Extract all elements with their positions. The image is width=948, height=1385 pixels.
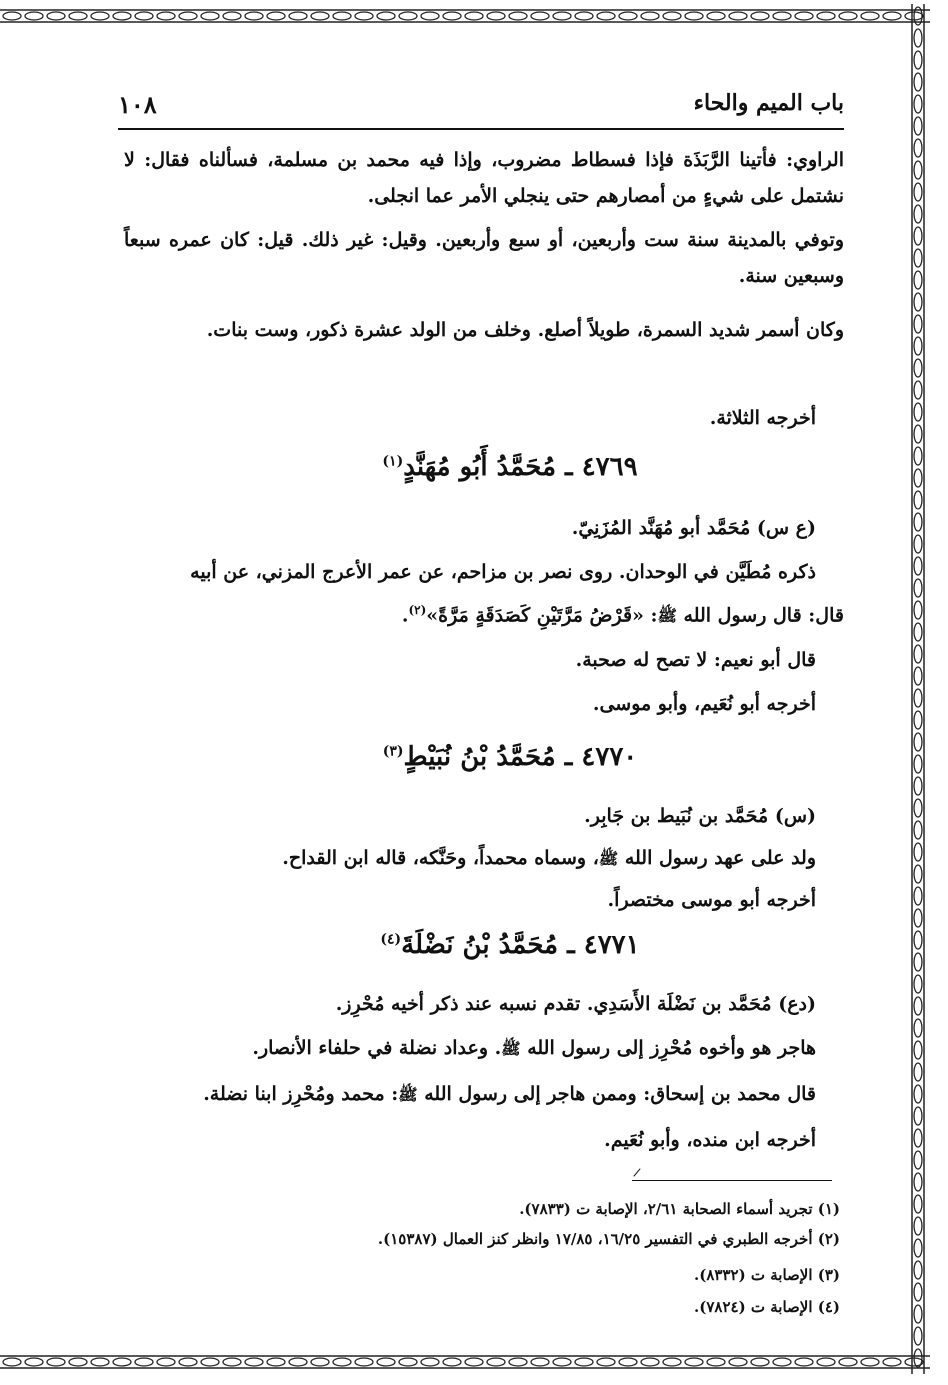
- entry-heading-4770: [380, 742, 640, 772]
- chain-link: [914, 1305, 922, 1323]
- chain-link: [333, 12, 351, 20]
- entry-heading-text: ٤٧٦٩ ـ مُحَمَّدُ أَبُو مُهَنَّدٍ: [403, 452, 638, 482]
- chain-link: [575, 12, 593, 20]
- chain-link: [914, 689, 922, 707]
- salutation-glyph: ﷺ: [398, 1085, 418, 1104]
- chain-link: [399, 1358, 417, 1366]
- chain-link: [663, 1358, 681, 1366]
- footnote-ref: (٤): [380, 931, 402, 948]
- chain-link: [69, 12, 87, 20]
- chain-link: [531, 12, 549, 20]
- chain-link: [729, 1358, 747, 1366]
- chain-link: [914, 1283, 922, 1301]
- decorative-border-right: [906, 4, 930, 1374]
- chain-link: [914, 645, 922, 663]
- chain-link: [914, 227, 922, 245]
- chain-link: [421, 1358, 439, 1366]
- chain-link: [914, 1239, 922, 1257]
- chain-link: [914, 997, 922, 1015]
- entry-4771-line-3: [203, 1076, 816, 1113]
- chain-link: [487, 12, 505, 20]
- chain-link: [465, 12, 483, 20]
- chain-link: [914, 1349, 922, 1367]
- chain-link: [914, 843, 922, 861]
- line-text-end: . وعداد نضلة في حلفاء الأنصار.: [252, 1037, 502, 1059]
- chain-link: [707, 1358, 725, 1366]
- chain-link: [914, 623, 922, 641]
- chain-link: [91, 12, 109, 20]
- chain-link: [914, 7, 922, 25]
- chain-link: [223, 12, 241, 20]
- entry-heading-text: ٤٧٧١ ـ مُحَمَّدُ بْنُ نَضْلَةَ: [401, 930, 640, 960]
- chain-link: [751, 1358, 769, 1366]
- salutation-glyph: ﷺ: [501, 1039, 521, 1058]
- chain-link: [179, 12, 197, 20]
- chain-link: [914, 1019, 922, 1037]
- chain-link: [311, 1358, 329, 1366]
- chain-link: [914, 557, 922, 575]
- entry-4769-line-1: (ع س) مُحَمَّد أبو مُهَنَّد المُزَنِيّ.: [571, 517, 816, 539]
- chain-link: [914, 293, 922, 311]
- chain-link: [795, 12, 813, 20]
- chain-link: [914, 975, 922, 993]
- chain-link: [531, 1358, 549, 1366]
- chain-link: [355, 1358, 373, 1366]
- chain-link: [861, 1358, 879, 1366]
- chain-link: [914, 51, 922, 69]
- entry-4769-line-4: قال أبو نعيم: لا تصح له صحبة.: [575, 649, 816, 671]
- entry-4769-line-5: أخرجه أبو نُعَيم، وأبو موسى.: [592, 693, 816, 715]
- hadith-quote: : «قَرْضُ مَرَّتَيْنِ كَصَدَقَةٍ مَرَّةً»: [426, 604, 658, 627]
- chain-link: [3, 12, 21, 20]
- footnote-separator: [632, 1180, 832, 1181]
- chain-link: [914, 513, 922, 531]
- chain-link: [914, 579, 922, 597]
- chain-link: [914, 1261, 922, 1279]
- footnote-ref: (٣): [382, 743, 404, 760]
- footnote-separator-mark: [633, 1168, 640, 1176]
- chain-link: [201, 12, 219, 20]
- chain-link: [914, 799, 922, 817]
- chain-link: [289, 12, 307, 20]
- chain-link: [333, 1358, 351, 1366]
- entry-heading-4771: [380, 930, 640, 960]
- chain-link: [465, 1358, 483, 1366]
- chain-link: [3, 1358, 21, 1366]
- chain-link: [914, 161, 922, 179]
- chain-link: [914, 1107, 922, 1125]
- entry-4769-line-2: ذكره مُطَيَّن في الوحدان. روى نصر بن مزاحم، عن عمر الأعرج المزني، عن أبيه: [190, 561, 816, 583]
- chain-link: [914, 953, 922, 971]
- chain-link: [773, 1358, 791, 1366]
- chain-link: [914, 425, 922, 443]
- chain-link: [914, 337, 922, 355]
- chain-link: [267, 1358, 285, 1366]
- chain-link: [914, 403, 922, 421]
- chain-link: [914, 1173, 922, 1191]
- chain-link: [179, 1358, 197, 1366]
- chain-link: [223, 1358, 241, 1366]
- footnote-1: (١) تجريد أسماء الصحابة ٢/٦١، الإصابة ت (٧٨٣٣).: [519, 1200, 840, 1218]
- salutation-glyph: ﷺ: [657, 606, 677, 626]
- chain-link: [914, 1217, 922, 1235]
- chain-link: [773, 12, 791, 20]
- chain-link: [201, 1358, 219, 1366]
- chain-link: [509, 12, 527, 20]
- intro-paragraph-3: وكان أسمر شديد السمرة، طويلاً أصلع. وخلف من الولد عشرة ذكور، وست بنات.: [206, 319, 844, 341]
- chain-link: [914, 315, 922, 333]
- chain-link: [817, 12, 835, 20]
- chain-link: [914, 447, 922, 465]
- chain-link: [135, 12, 153, 20]
- chain-link: [311, 12, 329, 20]
- chain-link: [914, 909, 922, 927]
- line-text: قال: قال رسول الله: [683, 604, 844, 627]
- chain-link: [91, 1358, 109, 1366]
- chain-link: [25, 1358, 43, 1366]
- chain-link: [157, 12, 175, 20]
- footnote-ref: (١): [382, 453, 404, 470]
- chain-link: [135, 1358, 153, 1366]
- chain-link: [113, 1358, 131, 1366]
- chain-link: [914, 271, 922, 289]
- chapter-title: باب الميم والحاء: [693, 90, 844, 116]
- chain-link: [399, 12, 417, 20]
- chain-link: [914, 777, 922, 795]
- chain-link: [47, 12, 65, 20]
- entry-4771-line-4: أخرجه ابن منده، وأبو نُعَيم.: [604, 1129, 816, 1151]
- running-header: [118, 88, 844, 128]
- chain-link: [839, 12, 857, 20]
- chain-link: [443, 1358, 461, 1366]
- chain-link: [729, 12, 747, 20]
- intro-paragraph-1: الراوي: فأتينا الرَّبَذَة فإذا فسطاط مضروب، وإذا فيه محمد بن مسلمة، فسألناه فقال: لا نشتمل على شيءٍ من أمصارهم حتى ينجلي الأمر عما انجلى.: [124, 149, 844, 207]
- decorative-border-top: [0, 4, 930, 28]
- chain-link: [914, 755, 922, 773]
- line-text: ولد على عهد رسول الله: [624, 847, 816, 869]
- entry-4770-line-3: أخرجه أبو موسى مختصراً.: [607, 889, 816, 911]
- chain-link: [914, 667, 922, 685]
- chain-link: [914, 1129, 922, 1147]
- entry-4771-line-1: (دع) مُحَمَّد بن نَضْلَة الأَسَدِي. تقدم نسبه عند ذكر أخيه مُحْرِز.: [335, 993, 816, 1015]
- entry-4770-line-2: [282, 840, 816, 877]
- chain-link: [553, 1358, 571, 1366]
- chain-link: [355, 12, 373, 20]
- footnote-3: (٣) الإصابة ت (٨٣٣٢).: [694, 1266, 840, 1284]
- chain-link: [914, 249, 922, 267]
- chain-link: [245, 1358, 263, 1366]
- entry-heading-text: ٤٧٧٠ ـ مُحَمَّدُ بْنُ نُبَيْطٍ: [403, 742, 638, 772]
- chain-link: [914, 887, 922, 905]
- footnote-ref: (٢): [408, 603, 427, 617]
- line-text-end: .: [401, 604, 409, 627]
- footnote-2: (٢) أخرجه الطبري في التفسير ١٦/٢٥، ١٧/٨٥ وانظر كنز العمال (١٥٣٨٧).: [377, 1230, 840, 1248]
- chain-link: [751, 12, 769, 20]
- chain-link: [377, 1358, 395, 1366]
- chain-link: [914, 491, 922, 509]
- chain-link: [914, 205, 922, 223]
- chain-link: [914, 359, 922, 377]
- chain-link: [914, 1151, 922, 1169]
- chain-link: [69, 1358, 87, 1366]
- chain-link: [914, 73, 922, 91]
- chain-link: [267, 12, 285, 20]
- chain-link: [597, 1358, 615, 1366]
- chain-link: [817, 1358, 835, 1366]
- intro-paragraph-4: أخرجه الثلاثة.: [709, 407, 816, 429]
- entry-heading-4769: [380, 452, 640, 482]
- chain-link: [914, 117, 922, 135]
- chain-link: [289, 1358, 307, 1366]
- chain-link: [914, 733, 922, 751]
- chain-link: [113, 12, 131, 20]
- entry-4769-line-3: [402, 592, 844, 634]
- chain-link: [245, 12, 263, 20]
- line-text-end: : محمد ومُحْرِز ابنا نضلة.: [203, 1083, 399, 1105]
- chain-link: [421, 12, 439, 20]
- chain-link: [914, 1085, 922, 1103]
- chain-link: [157, 1358, 175, 1366]
- header-rule: [118, 128, 844, 130]
- chain-link: [883, 1358, 901, 1366]
- chain-link: [443, 12, 461, 20]
- chain-link: [914, 931, 922, 949]
- chain-link: [914, 601, 922, 619]
- chain-link: [914, 183, 922, 201]
- chain-link: [509, 1358, 527, 1366]
- chain-link: [914, 29, 922, 47]
- intro-paragraph-2: وتوفي بالمدينة سنة ست وأربعين، أو سبع وأربعين. وقيل: غير ذلك. قيل: كان عمره سبعاً وسبعين سنة.: [124, 229, 844, 287]
- salutation-glyph: ﷺ: [598, 849, 619, 868]
- chain-link: [914, 1195, 922, 1213]
- line-text-end: ، وسماه محمداً، وحَنَّكه، قاله ابن القداح.: [282, 847, 599, 869]
- chain-link: [914, 139, 922, 157]
- chain-link: [619, 1358, 637, 1366]
- chain-link: [914, 95, 922, 113]
- chain-link: [575, 1358, 593, 1366]
- chain-link: [914, 1041, 922, 1059]
- chain-link: [663, 12, 681, 20]
- chain-link: [914, 1327, 922, 1345]
- line-text: هاجر هو وأخوه مُحْرِز إلى رسول الله: [527, 1037, 816, 1059]
- chain-link: [914, 1063, 922, 1081]
- chain-link: [883, 12, 901, 20]
- chain-link: [25, 12, 43, 20]
- chain-link: [47, 1358, 65, 1366]
- chain-link: [641, 12, 659, 20]
- chain-link: [914, 821, 922, 839]
- chain-link: [553, 12, 571, 20]
- chain-link: [685, 1358, 703, 1366]
- decorative-border-bottom: [0, 1350, 930, 1374]
- entry-4770-line-1: (س) مُحَمَّد بن نُبَيط بن جَابِر.: [584, 805, 816, 827]
- chain-link: [487, 1358, 505, 1366]
- chain-link: [914, 711, 922, 729]
- chain-link: [641, 1358, 659, 1366]
- chain-link: [839, 1358, 857, 1366]
- line-text: قال محمد بن إسحاق: وممن هاجر إلى رسول الله: [424, 1083, 816, 1105]
- chain-link: [377, 12, 395, 20]
- page-number: ١٠٨: [118, 90, 157, 119]
- chain-link: [914, 535, 922, 553]
- chain-link: [914, 469, 922, 487]
- chain-link: [861, 12, 879, 20]
- chain-link: [619, 12, 637, 20]
- chain-link: [914, 865, 922, 883]
- footnote-4: (٤) الإصابة ت (٧٨٢٤).: [694, 1298, 840, 1316]
- entry-4771-line-2: [252, 1030, 816, 1067]
- chain-link: [685, 12, 703, 20]
- chain-link: [795, 1358, 813, 1366]
- chain-link: [914, 381, 922, 399]
- chain-link: [597, 12, 615, 20]
- chain-link: [707, 12, 725, 20]
